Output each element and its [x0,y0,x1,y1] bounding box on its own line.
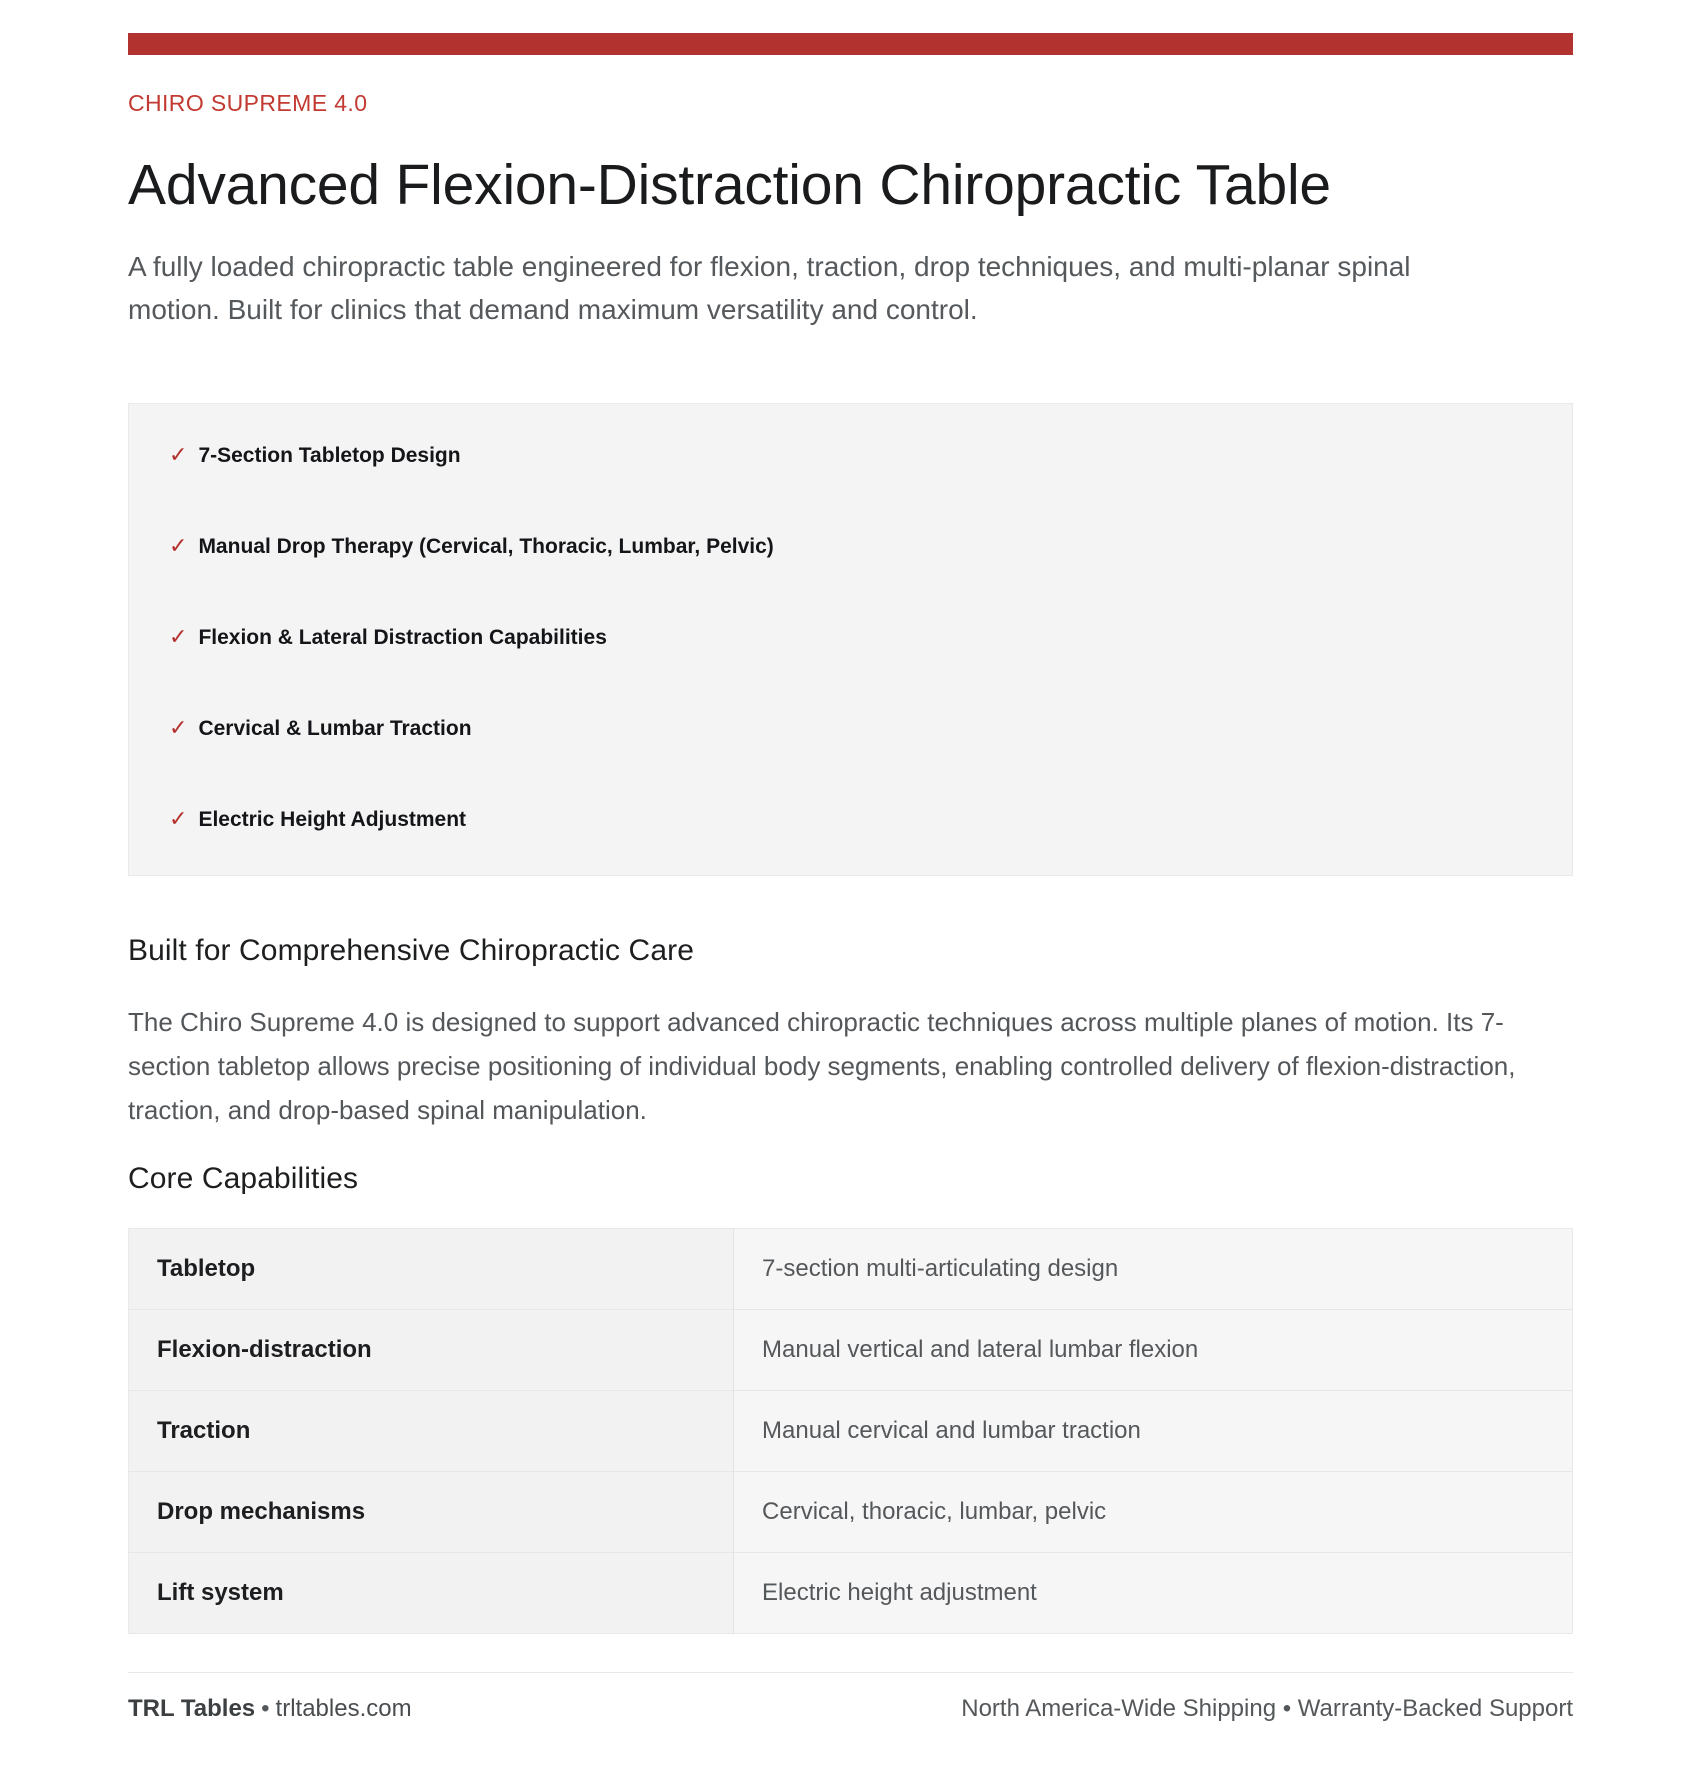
table-row [129,1553,1573,1634]
footer-separator-dot: • [261,1695,270,1723]
page-title: Advanced Flexion-Distraction Chiropractic Table [128,153,1331,217]
feature-item-label: Flexion & Lateral Distraction Capabilities [198,626,607,650]
table-row [129,1310,1573,1391]
spec-label-cell: Traction [129,1391,734,1472]
feature-item-label: Cervical & Lumbar Traction [198,717,472,741]
checkmark-icon: ✓ [169,624,188,650]
capabilities-section-heading: Core Capabilities [128,1162,359,1196]
feature-item [169,624,1532,651]
feature-item [169,806,1532,833]
spec-value-cell: Cervical, thoracic, lumbar, pelvic [734,1472,1573,1553]
feature-item [169,533,1532,560]
feature-highlights-box [128,403,1573,876]
table-row [129,1391,1573,1472]
footer-brand-name: TRL Tables [128,1695,256,1723]
spec-value-cell: Manual cervical and lumbar traction [734,1391,1573,1472]
checkmark-icon: ✓ [169,533,188,559]
page-subtitle: A fully loaded chiropractic table engineered for flexion, traction, drop techniques, and multi-planar spinal motion. Built for clinics that demand maximum versatility and control. [128,250,1411,325]
footer-website: trltables.com [275,1695,412,1723]
table-row [129,1229,1573,1310]
table-row [129,1472,1573,1553]
core-capabilities-table [128,1228,1573,1634]
feature-item-label: 7-Section Tabletop Design [198,444,461,468]
spec-value-cell: Electric height adjustment [734,1553,1573,1634]
feature-item-label: Manual Drop Therapy (Cervical, Thoracic, Lumbar, Pelvic) [198,535,774,559]
feature-item [169,442,1532,469]
core-capabilities-table-body [129,1229,1573,1634]
care-section-body: The Chiro Supreme 4.0 is designed to support advanced chiropractic techniques across multiple planes of motion. Its 7-section tabletop allows precise positioning of individual body segments, enabling controlled delivery of flexion-distraction, traction, and drop-based spinal manipulation. [128,1007,1516,1126]
spec-value-cell: 7-section multi-articulating design [734,1229,1573,1310]
spec-label-cell: Lift system [129,1553,734,1634]
checkmark-icon: ✓ [169,806,188,832]
footer-brand-line [128,1695,412,1723]
brand-accent-bar [128,33,1573,55]
spec-label-cell: Tabletop [129,1229,734,1310]
product-model-eyebrow: CHIRO SUPREME 4.0 [128,90,368,116]
spec-value-cell: Manual vertical and lateral lumbar flexion [734,1310,1573,1391]
checkmark-icon: ✓ [169,715,188,741]
checkmark-icon: ✓ [169,442,188,468]
feature-item [169,715,1532,742]
spec-label-cell: Flexion-distraction [129,1310,734,1391]
footer-shipping-warranty-text: North America-Wide Shipping • Warranty-Backed Support [961,1695,1573,1723]
care-section-heading: Built for Comprehensive Chiropractic Care [128,934,694,968]
feature-item-label: Electric Height Adjustment [198,808,467,832]
page-footer [128,1672,1573,1723]
spec-label-cell: Drop mechanisms [129,1472,734,1553]
